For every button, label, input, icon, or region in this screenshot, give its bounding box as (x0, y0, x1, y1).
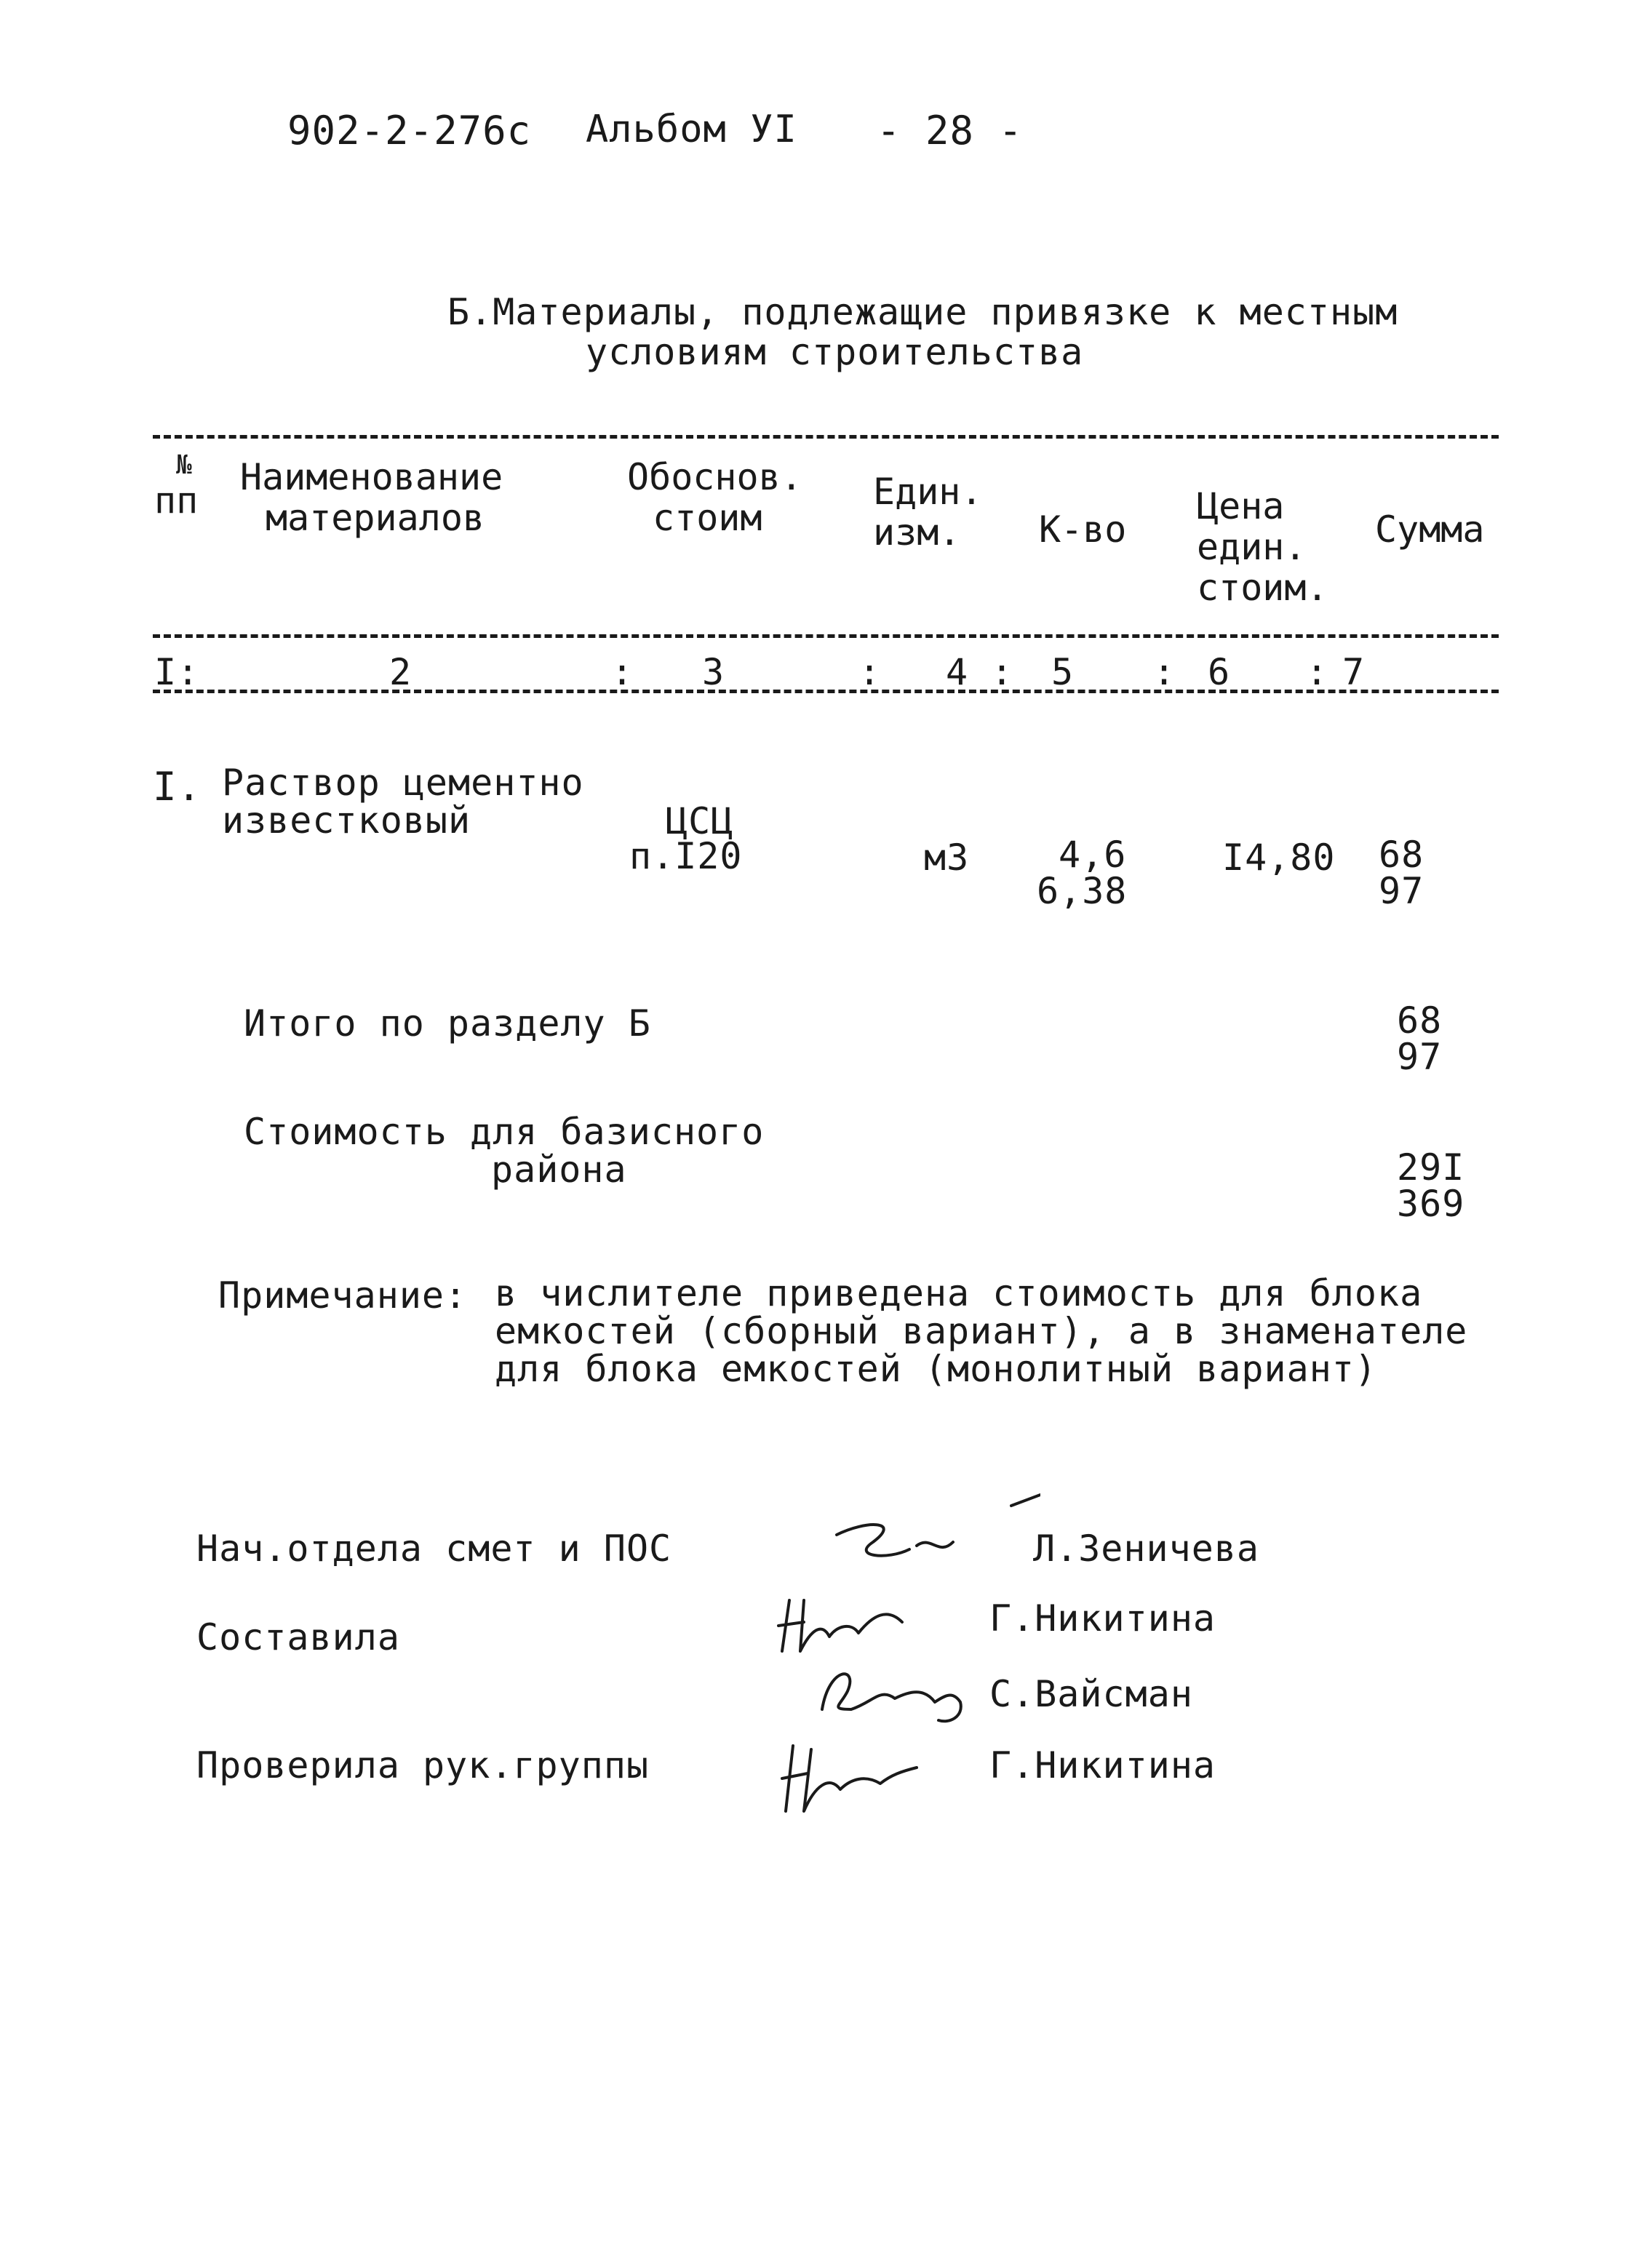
col-header-num: № пп (154, 450, 199, 522)
colnum-sep-3: : (991, 651, 1014, 693)
base-cost-label: Стоимость для базисного района (244, 1111, 765, 1191)
base-cost-sum: 29I 369 (1397, 1146, 1465, 1225)
section-total-sum: 68 97 (1397, 999, 1443, 1078)
note-label: Примечание: (218, 1274, 468, 1317)
sign-name-head: Л.Зеничева (1033, 1528, 1260, 1570)
colnum-1: I: (154, 651, 200, 693)
row-sum: 68 97 (1379, 834, 1424, 912)
row-unit: м3 (924, 836, 970, 879)
section-title-line2: условиям строительства (586, 331, 1084, 373)
colnum-5: 5 (1051, 651, 1075, 693)
signature-3-image (808, 1651, 982, 1731)
doc-code: 902-2-276с (287, 108, 532, 153)
col-header-basis: Обоснов. стоим (627, 456, 802, 539)
signature-2-image (771, 1586, 931, 1658)
sign-role-compiled: Составила (196, 1616, 400, 1658)
colnum-sep-4: : (1153, 651, 1176, 693)
row-name: Раствор цементно известковый (222, 762, 584, 842)
colnum-4: 4 (946, 651, 969, 693)
page-number: - 28 - (877, 108, 1024, 153)
section-total-label: Итого по разделу Б (244, 1002, 651, 1045)
signature-1-image (822, 1491, 1040, 1571)
header-bottom-rule (153, 634, 1499, 638)
signature-4-image (771, 1731, 931, 1818)
colnum-7: 7 (1342, 651, 1366, 693)
sign-name-checked: Г.Никитина (989, 1744, 1216, 1786)
table-top-rule (153, 435, 1499, 439)
row-num: I. (153, 764, 202, 810)
section-title-line1: Б.Материалы, подлежащие привязке к местным (447, 291, 1398, 333)
col-header-name: Наименование материалов (240, 456, 503, 539)
colnum-sep-5: : (1306, 651, 1329, 693)
row-basis: ЦСЦ п.I20 (629, 800, 743, 877)
colnum-sep-2: : (858, 651, 882, 693)
colnum-sep-1: : (611, 651, 634, 693)
colnum-underline (153, 690, 1499, 693)
note-text: в числителе приведена стоимость для блока емкостей (сборный вариант), а в знаменателе для блока емкостей (монолитный вариант) (495, 1272, 1468, 1390)
sign-name-second: С.Вайсман (989, 1673, 1193, 1715)
sign-name-compiled: Г.Никитина (989, 1597, 1216, 1640)
col-header-sum: Сумма (1375, 508, 1485, 551)
col-header-price: Цена един. стоим. (1197, 485, 1328, 609)
colnum-6: 6 (1208, 651, 1231, 693)
album-label: Альбом УI (586, 108, 797, 151)
sign-role-checked: Проверила рук.группы (196, 1744, 650, 1786)
colnum-3: 3 (702, 651, 725, 693)
col-header-unit: Един. изм. (873, 471, 983, 554)
colnum-2: 2 (389, 651, 412, 693)
row-qty: 4,6 6,38 (1037, 834, 1128, 912)
col-header-qty: К-во (1039, 508, 1127, 551)
row-price: I4,80 (1222, 836, 1336, 879)
sign-role-head: Нач.отдела смет и ПОС (196, 1528, 672, 1570)
